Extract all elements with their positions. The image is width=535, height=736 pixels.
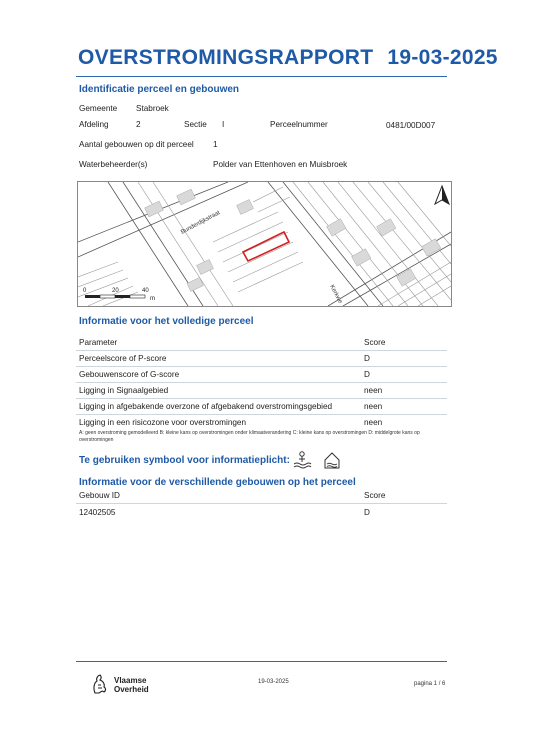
- flood-person-icon: [292, 450, 312, 470]
- flood-house-icon: [322, 450, 342, 470]
- gebouw-id-value: 12402505: [79, 508, 116, 517]
- report-date: 19-03-2025: [387, 46, 498, 69]
- afdeling-label: Afdeling: [79, 120, 109, 129]
- score-legend: A: geen overstroming gemodelleerd B: kleine kans op overstromingen onder klimaatverandering C: kleine kans op overstromingen D: middelgrote kans op overstromingen: [79, 430, 420, 443]
- param-header-score: Score: [364, 338, 386, 347]
- report-title-text: OVERSTROMINGSRAPPORT: [78, 46, 374, 69]
- waterbeheerder-label: Waterbeheerder(s): [79, 160, 148, 169]
- aantal-gebouwen-value: 1: [213, 140, 218, 149]
- north-arrow-icon: [435, 186, 449, 204]
- waterbeheerder-value: Polder van Ettenhoven en Muisbroek: [213, 160, 348, 169]
- highlighted-parcel: [243, 232, 289, 261]
- footer-rule: [76, 661, 447, 662]
- title-rule: [76, 76, 447, 77]
- gebouw-score-header: Score: [364, 491, 386, 500]
- gebouw-id-header: Gebouw ID: [79, 491, 120, 500]
- param-header-label: Parameter: [79, 338, 118, 347]
- section-identificatie-heading: Identificatie perceel en gebouwen: [79, 84, 240, 95]
- gemeente-label: Gemeente: [79, 104, 118, 113]
- signaalgebied-value: neen: [364, 386, 383, 395]
- pscore-label: Perceelscore of P-score: [79, 354, 167, 363]
- gemeente-value: Stabroek: [136, 104, 169, 113]
- risicozone-label: Ligging in een risicozone voor overstromingen: [79, 418, 247, 427]
- sectie-label: Sectie: [184, 120, 207, 129]
- page-number: pagina 1 / 6: [414, 681, 446, 687]
- section-symbool-heading: Te gebruiken symbool voor informatieplicht:: [79, 455, 290, 466]
- row-divider: [76, 414, 447, 415]
- overstromingsgebied-value: neen: [364, 402, 383, 411]
- aantal-gebouwen-label: Aantal gebouwen op dit perceel: [79, 140, 194, 149]
- org-line1: Vlaamse: [114, 676, 147, 685]
- overstromingsgebied-label: Ligging in afgebakende overzone of afgebakend overstromingsgebied: [79, 402, 333, 411]
- scale-label-0: 0: [83, 288, 87, 294]
- street-label-kerkwe: Kerkwe: [328, 284, 343, 305]
- gscore-label: Gebouwenscore of G-score: [79, 370, 180, 379]
- parcel-map-drawing: [78, 182, 451, 306]
- row-divider: [76, 382, 447, 383]
- afdeling-value: 2: [136, 120, 141, 129]
- vlaamse-leeuw-logo: [90, 673, 110, 695]
- row-divider: [76, 398, 447, 399]
- gebouw-score-value: D: [364, 508, 370, 517]
- org-name: [114, 676, 149, 694]
- street-label-bunderdijk: Bunderdijkstraat: [180, 210, 222, 236]
- pscore-value: D: [364, 354, 370, 363]
- section-gebouwen-heading: Informatie voor de verschillende gebouwen op het perceel: [79, 477, 356, 488]
- row-divider: [76, 350, 447, 351]
- row-divider: [76, 503, 447, 504]
- perceelnummer-value: 0481/00D007: [386, 121, 436, 130]
- sectie-value: I: [222, 120, 225, 129]
- perceelnummer-label: Perceelnummer: [270, 120, 328, 129]
- section-perceel-heading: Informatie voor het volledige perceel: [79, 316, 254, 327]
- footer-date: 19-03-2025: [258, 679, 289, 685]
- org-line2: Overheid: [114, 685, 149, 694]
- risicozone-value: neen: [364, 418, 383, 427]
- gscore-value: D: [364, 370, 370, 379]
- report-title: [78, 46, 498, 70]
- scale-label-40: 40: [142, 288, 149, 294]
- scale-unit: m: [150, 296, 155, 302]
- row-divider: [76, 366, 447, 367]
- scale-label-20: 20: [112, 288, 119, 294]
- parcel-map: [77, 181, 452, 307]
- signaalgebied-label: Ligging in Signaalgebied: [79, 386, 169, 395]
